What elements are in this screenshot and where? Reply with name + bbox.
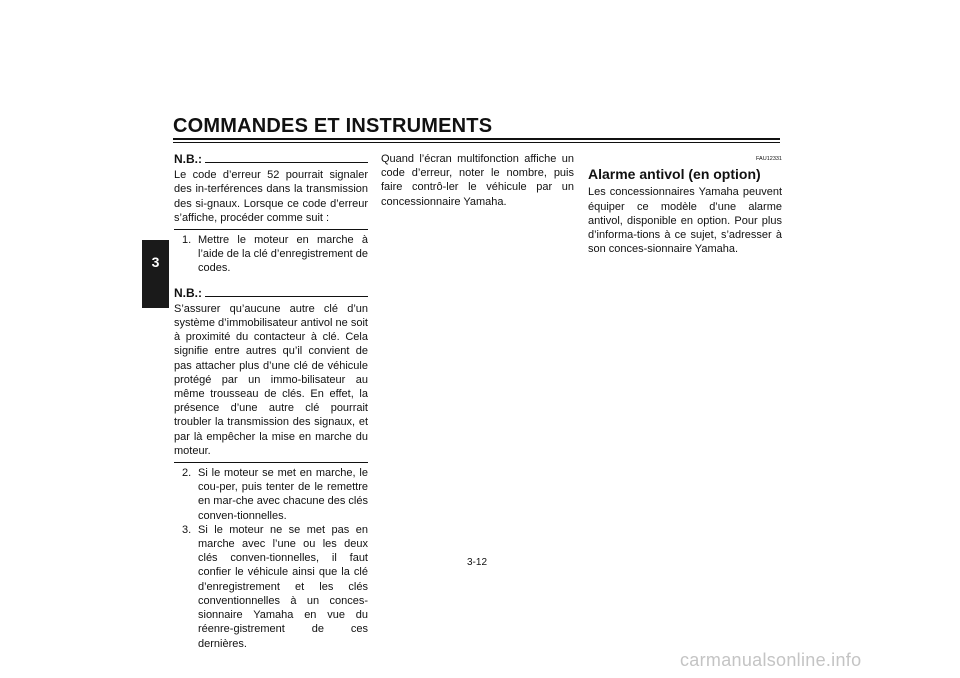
page-header-title: COMMANDES ET INSTRUMENTS: [173, 115, 493, 137]
note-label: N.B.:: [174, 152, 202, 166]
column-left: [174, 152, 368, 651]
step-text: Mettre le moteur en marche à l’aide de la clé d’enregistrement de codes.: [198, 234, 368, 275]
step-item: [174, 466, 368, 523]
note-end-rule: [174, 462, 368, 463]
spacer: [174, 276, 368, 286]
page-number: 3-12: [467, 557, 488, 568]
step-text: Si le moteur se met en marche, le cou-per, puis tenter de le remettre en mar-che avec chacune des clés conven-tionnelles.: [198, 467, 368, 522]
column-middle: [381, 152, 574, 209]
step-item: [174, 523, 368, 651]
header-rule-thin: [173, 142, 780, 143]
watermark: carmanualsonline.info: [680, 650, 862, 670]
step-number: 1.: [182, 234, 192, 247]
column-right: [588, 152, 782, 256]
error-code-text: Quand l’écran multifonction affiche un code d’erreur, noter le nombre, puis faire contrô-ler le véhicule par un concessionnaire Yamaha.: [381, 153, 574, 208]
chapter-number: 3: [151, 254, 160, 270]
note-header: [174, 286, 368, 300]
note-line: [205, 162, 368, 163]
section-text: Les concessionnaires Yamaha peuvent équiper ce modèle d’une alarme antivol, disponible en option. Pour plus d’informa-tions à ce sujet, s’adresser à son conces-sionnaire Yamaha.: [588, 186, 782, 256]
note-text: S’assurer qu’aucune autre clé d’un système d’immobilisateur antivol ne soit à proximité du contacteur à clé. Cela signifie entre autres qu’il convient de pas attacher plus d’une clé de véhicule protégé par un immo-bilisateur au même trousseau de clés. En effet, la présence d’une autre clé pourrait troubler la transmission des signaux, et par là empêcher la mise en marche du moteur.: [174, 302, 368, 457]
section-title: Alarme antivol (en option): [588, 166, 761, 183]
note-text: Le code d’erreur 52 pourrait signaler des in-terférences dans la transmission des si-gnaux. Lorsque ce code d’erreur s’affiche, procéder comme suit :: [174, 169, 368, 224]
header-rule-thick: [173, 138, 780, 140]
note-header: [174, 152, 368, 166]
note-end-rule: [174, 229, 368, 230]
chapter-tab: [142, 240, 169, 308]
step-number: 3.: [182, 523, 192, 536]
note-line: [205, 296, 368, 297]
step-item: [174, 233, 368, 276]
note-label: N.B.:: [174, 285, 202, 300]
step-number: 2.: [182, 467, 192, 480]
reference-code: FAU12331: [756, 156, 782, 162]
step-text: Si le moteur ne se met pas en marche avec l’une ou les deux clés conven-tionnelles, il faut confier le véhicule ainsi que la clé d’enregistrement et les clés conventionnelles à un conces-sionnaire Yamaha en vue du réenre-gistrement de ces dernières.: [198, 523, 368, 650]
